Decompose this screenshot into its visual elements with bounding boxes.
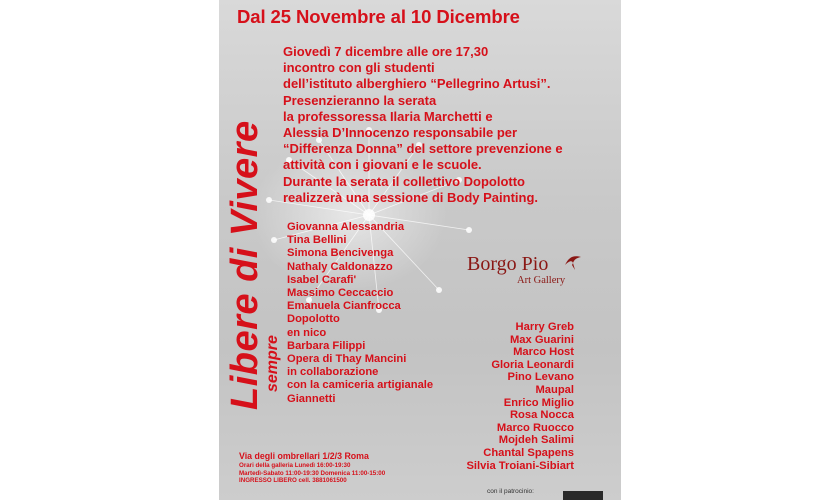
artist-name: con la camiceria artigianale	[287, 379, 434, 392]
title-sub: sempre	[264, 335, 281, 392]
event-line: Durante la serata il collettivo Dopolotto	[283, 173, 525, 189]
artist-name: Harry Greb	[515, 321, 574, 333]
artist-name: Enrico Miglio	[503, 396, 574, 409]
artist-name: Giovanna Alessandria	[287, 221, 405, 233]
artist-name: Nathaly Caldonazzo	[287, 260, 393, 273]
artist-name: Maupal	[535, 383, 574, 396]
artist-name: Marco Ruocco	[496, 421, 574, 434]
event-line: attività con i giovani e le scuole.	[283, 157, 482, 173]
artist-name: Emanuela Cianfrocca	[287, 300, 401, 313]
artists-list-right	[404, 321, 574, 472]
venue-address: Via degli ombrellari 1/2/3 Roma	[239, 451, 369, 461]
patronage-logo	[563, 491, 603, 500]
event-line: incontro con gli studenti	[283, 60, 435, 76]
artist-name: Tina Bellini	[287, 234, 347, 247]
gallery-logo	[467, 253, 597, 293]
event-line: dell’istituto alberghiero “Pellegrino Artusi”.	[283, 76, 551, 92]
venue-hours: Orari della galleria Lunedì 16:00-19:30	[239, 462, 351, 469]
artist-name: Opera di Thay Mancini	[287, 353, 407, 366]
patronage-label: con il patrocinio:	[487, 488, 534, 495]
venue-info	[239, 451, 459, 485]
artist-name: Barbara Filippi	[287, 339, 366, 352]
artist-name: in collaborazione	[287, 366, 379, 379]
poster	[219, 0, 621, 500]
artist-name: Dopolotto	[287, 313, 340, 326]
event-line: Presenzieranno la serata	[283, 92, 437, 108]
artist-name: Max Guarini	[509, 333, 574, 346]
artist-name: Chantal Spapens	[483, 446, 574, 459]
event-line: Giovedì 7 dicembre alle ore 17,30	[283, 44, 489, 59]
event-description	[283, 44, 619, 206]
artist-name: Simona Bencivenga	[287, 247, 394, 260]
artist-name: Massimo Ceccaccio	[287, 287, 394, 300]
artist-name: Isabel Carafi'	[287, 273, 357, 286]
venue-entry: INGRESSO LIBERO cell. 3881061500	[239, 477, 347, 485]
event-line: realizzerà una sessione di Body Painting.	[283, 189, 539, 205]
event-line: “Differenza Donna” del settore prevenzione e	[283, 141, 563, 157]
swallow-icon	[563, 253, 583, 271]
artist-name: Pino Levano	[507, 371, 574, 384]
event-dates: Dal 25 Novembre al 10 Dicembre	[237, 6, 520, 27]
event-line: la professoressa Ilaria Marchetti e	[283, 108, 493, 124]
artist-name: Silvia Troiani-Sibiart	[466, 459, 574, 472]
artist-name: Giannetti	[287, 392, 336, 405]
event-line: Alessia D’Innocenzo responsabile per	[283, 125, 518, 141]
artist-name: en nico	[287, 326, 327, 339]
logo-subtitle: Art Gallery	[517, 275, 566, 286]
artist-name: Rosa Nocca	[509, 409, 574, 422]
venue-hours: Martedì-Sabato 11:00-19:30 Domenica 11:00-15:00	[239, 469, 386, 477]
logo-name: Borgo Pio	[467, 253, 549, 275]
artist-name: Gloria Leonardi	[491, 358, 574, 371]
title-main: Libere di Vivere	[224, 120, 266, 410]
artist-name: Marco Host	[513, 346, 574, 359]
artist-name: Mojdeh Salimi	[498, 434, 574, 447]
